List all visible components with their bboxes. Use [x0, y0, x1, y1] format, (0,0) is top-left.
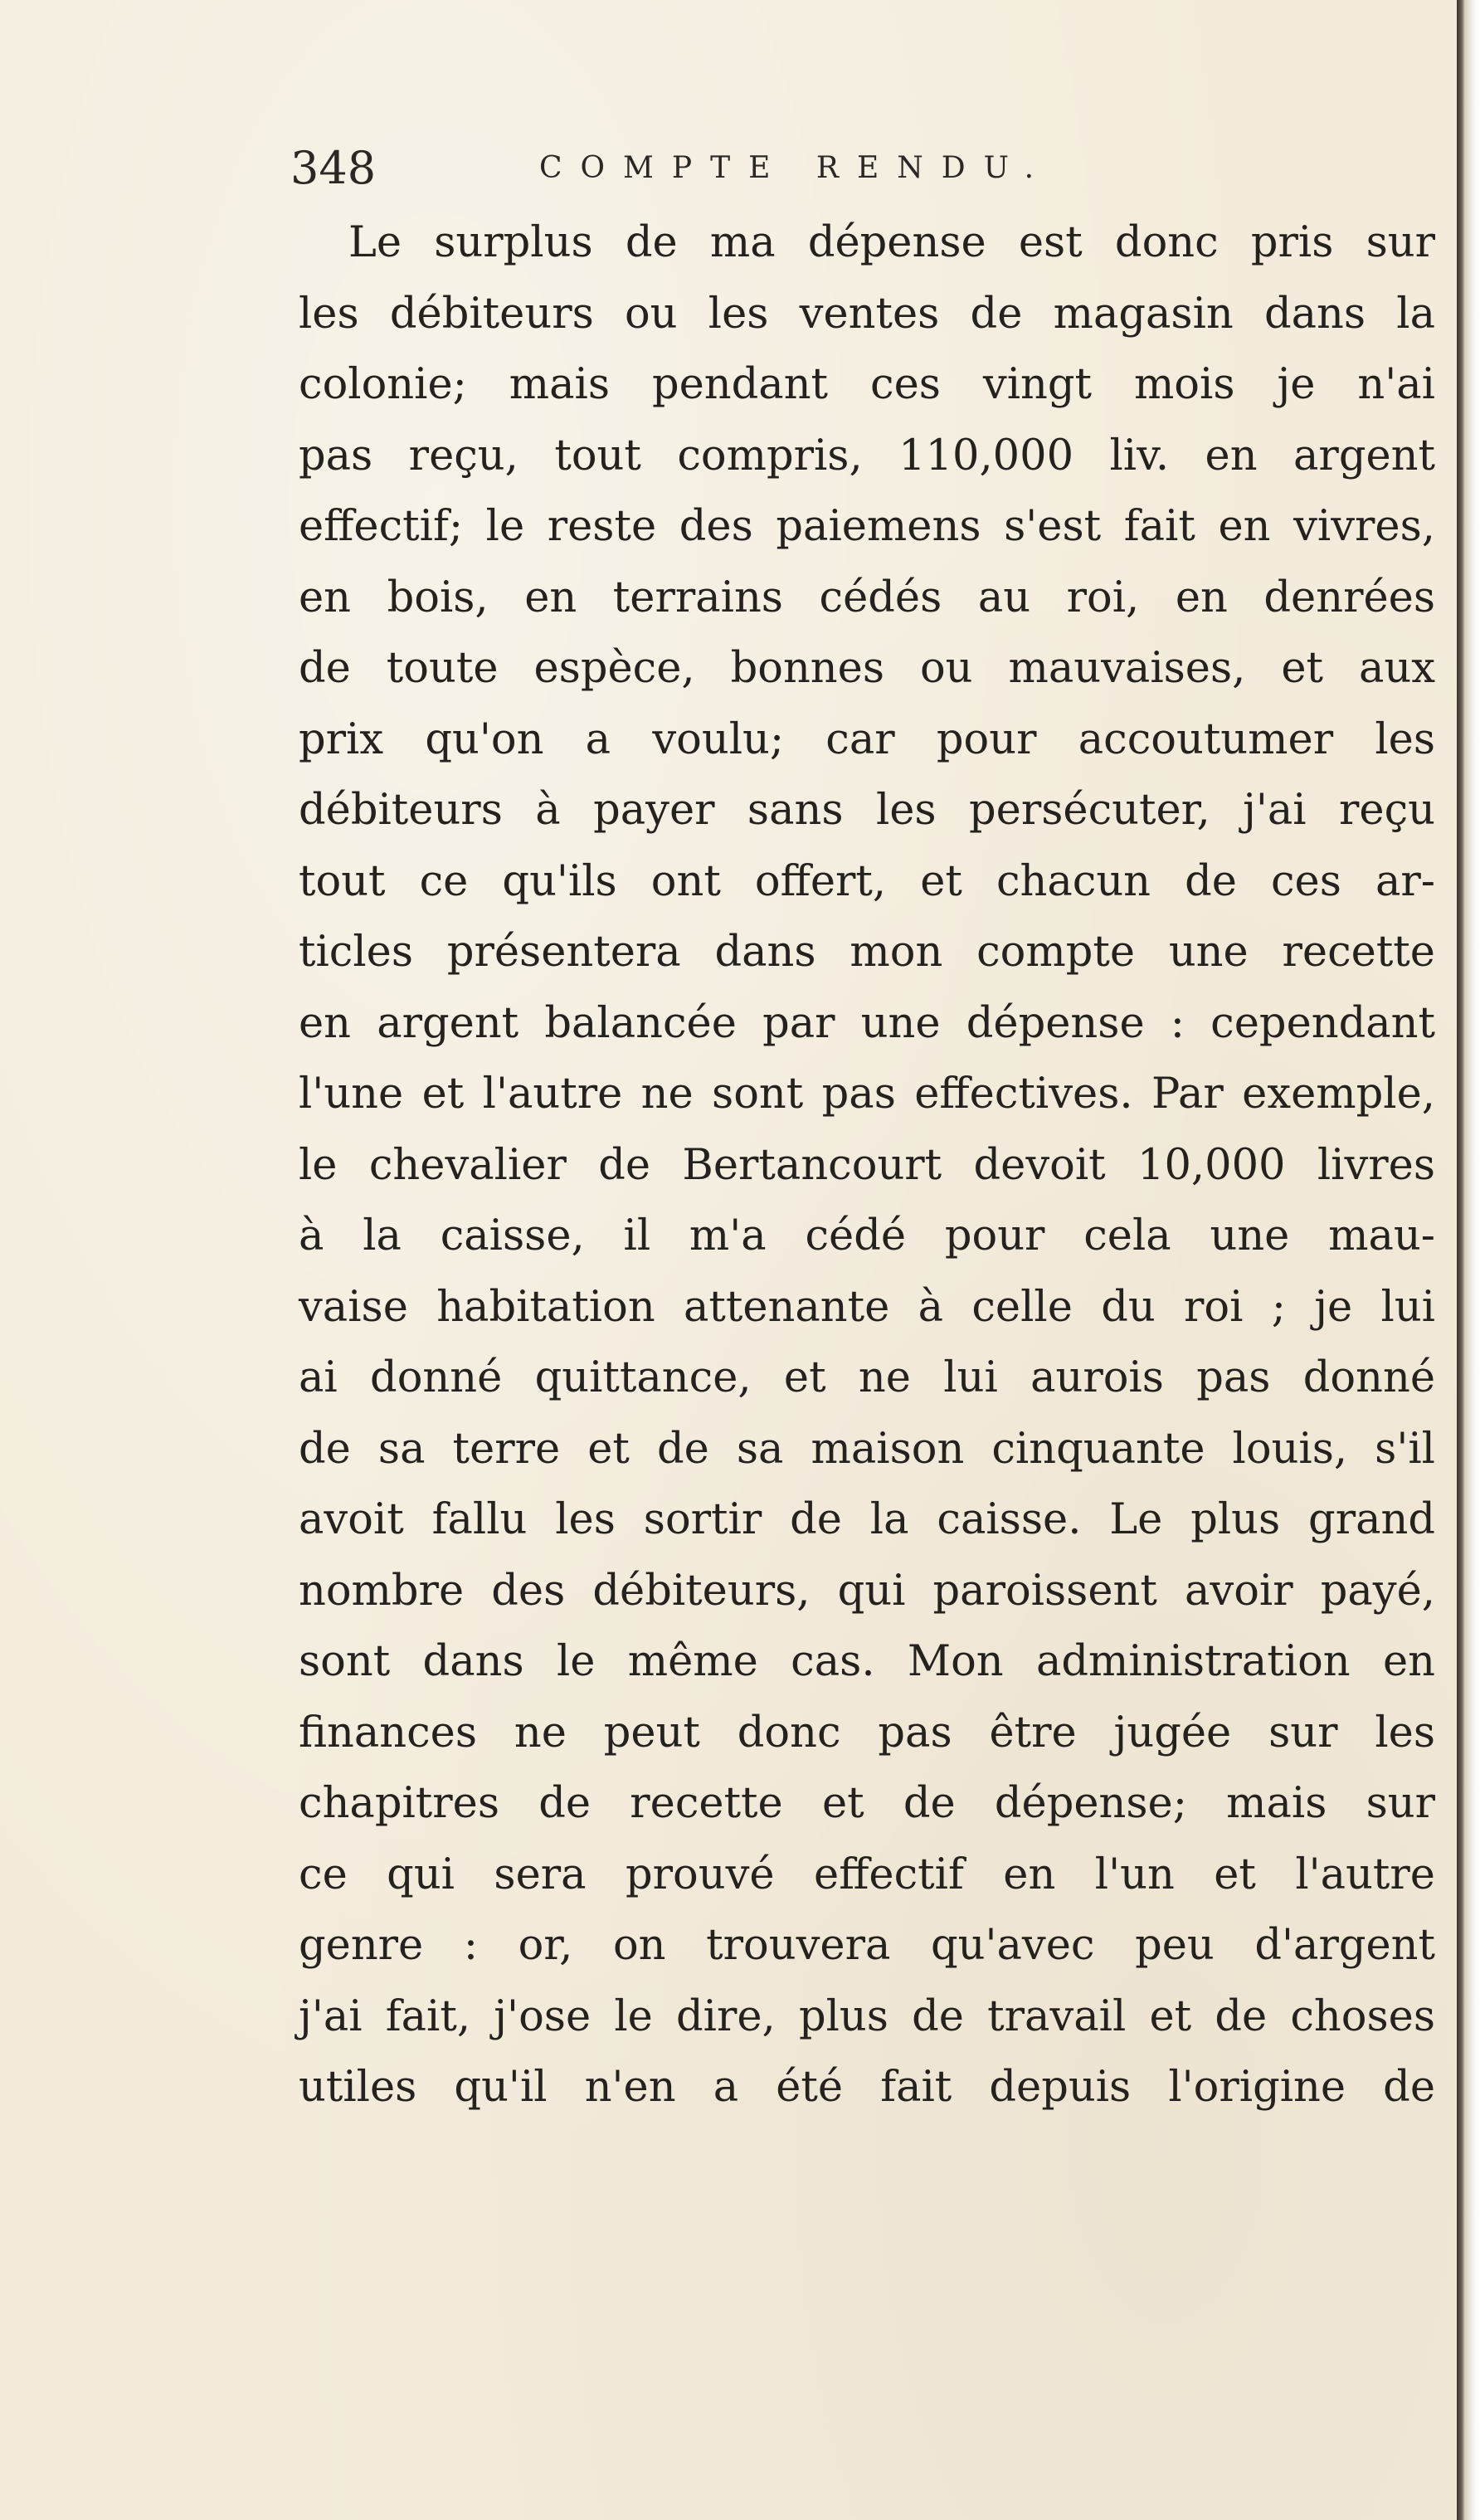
running-head	[290, 139, 1452, 197]
text-line: nombre des débiteurs, qui paroissent avoir payé,	[299, 1566, 1435, 1616]
text-line: les débiteurs ou les ventes de magasin dans la	[299, 289, 1435, 339]
text-line: de toute espèce, bonnes ou mauvaises, et aux	[299, 644, 1435, 693]
page-number: 348	[290, 142, 377, 194]
text-line: sont dans le même cas. Mon administration en	[299, 1637, 1435, 1686]
text-line: à la caisse, il m'a cédé pour cela une mau-	[299, 1211, 1435, 1260]
text-line: débiteurs à payer sans les persécuter, j'ai reçu	[299, 786, 1435, 835]
text-line: avoit fallu les sortir de la caisse. Le plus grand	[299, 1495, 1435, 1544]
text-line: finances ne peut donc pas être jugée sur les	[299, 1708, 1435, 1757]
text-line: genre : or, on trouvera qu'avec peu d'argent	[299, 1921, 1435, 1970]
text-line: l'une et l'autre ne sont pas effectives. Par exemple,	[299, 1070, 1435, 1119]
text-line: chapitres de recette et de dépense; mais sur	[299, 1779, 1435, 1828]
text-line: colonie; mais pendant ces vingt mois je n'ai	[299, 360, 1435, 409]
text-line: en argent balancée par une dépense : cependant	[299, 998, 1435, 1048]
text-line: de sa terre et de sa maison cinquante louis, s'il	[299, 1424, 1435, 1474]
text-line: tout ce qu'ils ont offert, et chacun de ces ar-	[299, 856, 1435, 906]
book-spine-edge	[1457, 0, 1480, 2520]
text-line: ce qui sera prouvé effectif en l'un et l'autre	[299, 1850, 1435, 1899]
text-line: effectif; le reste des paiemens s'est fait en vivres,	[299, 502, 1435, 551]
body-text	[299, 207, 1435, 2123]
text-line: Le surplus de ma dépense est donc pris sur	[348, 218, 1435, 267]
text-line: le chevalier de Bertancourt devoit 10,000 livres	[299, 1140, 1435, 1190]
text-line: ai donné quittance, et ne lui aurois pas donné	[299, 1353, 1435, 1402]
text-line: pas reçu, tout compris, 110,000 liv. en argent	[299, 431, 1435, 480]
text-line: j'ai fait, j'ose le dire, plus de travail et de choses	[299, 1991, 1435, 2041]
running-head-title: COMPTE RENDU.	[539, 151, 1053, 185]
text-line: ticles présentera dans mon compte une recette	[299, 928, 1435, 977]
text-line: en bois, en terrains cédés au roi, en denrées	[299, 573, 1435, 622]
text-line: utiles qu'il n'en a été fait depuis l'origine de	[299, 2063, 1435, 2112]
text-line: vaise habitation attenante à celle du roi ; je lui	[299, 1282, 1435, 1332]
text-line: prix qu'on a voulu; car pour accoutumer les	[299, 714, 1435, 764]
